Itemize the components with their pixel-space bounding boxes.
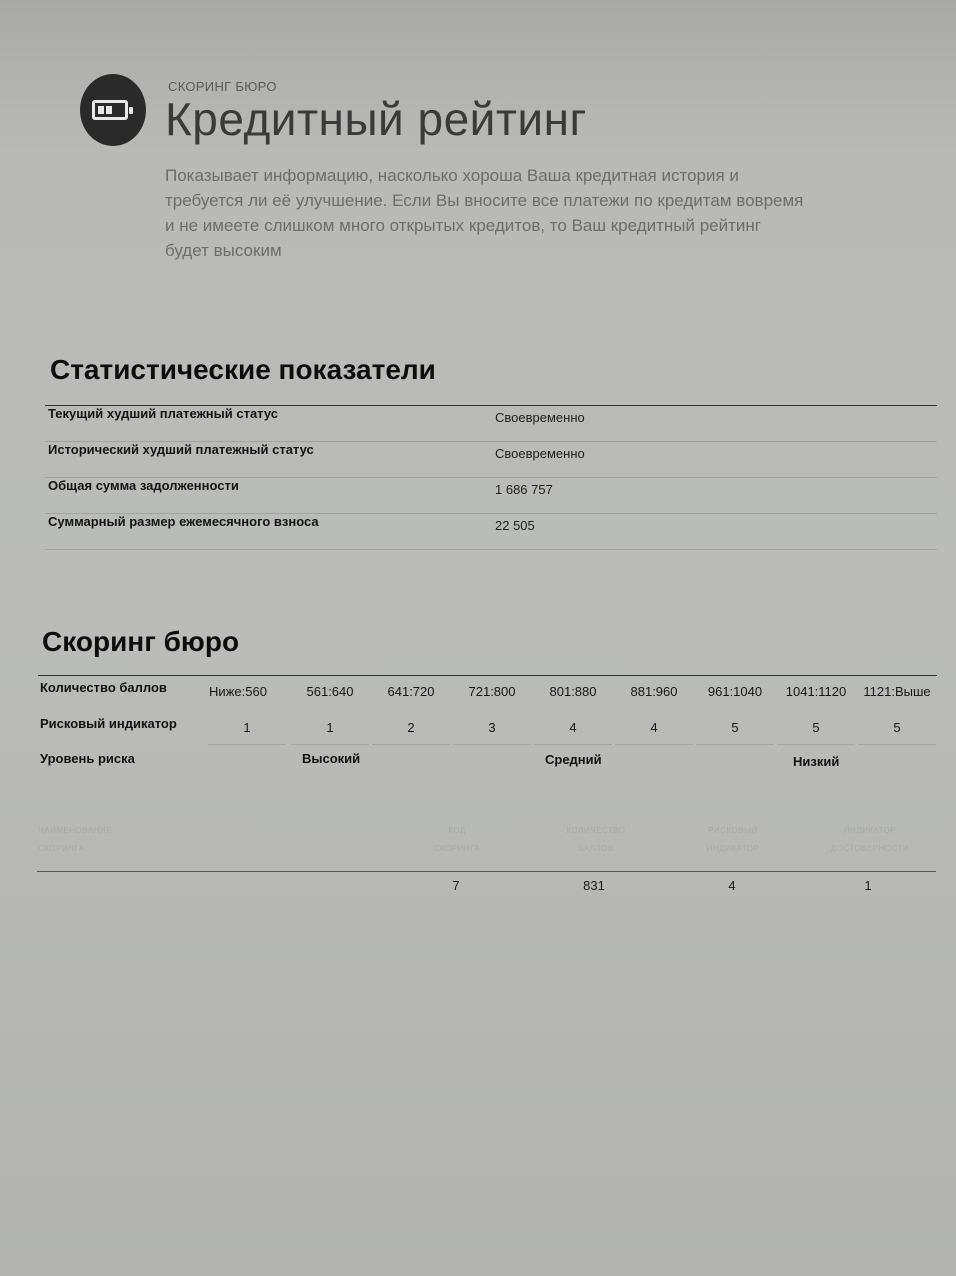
indicator-cell: 4 xyxy=(534,720,612,745)
stat-value: Своевременно xyxy=(495,410,585,425)
risk-level-medium: Средний xyxy=(545,752,602,767)
stat-row xyxy=(45,478,937,514)
risk-indicator-label: Рисковый индикатор xyxy=(40,716,177,731)
stat-label: Исторический худший платежный статус xyxy=(48,442,314,457)
range-cell: Ниже:560 xyxy=(209,684,267,699)
risk-level-low: Низкий xyxy=(793,754,840,769)
stat-label: Суммарный размер ежемесячного взноса xyxy=(48,514,319,529)
indicator-cell: 3 xyxy=(453,720,531,745)
range-cell: 881:960 xyxy=(630,684,678,699)
indicator-cell: 1 xyxy=(208,720,286,745)
stat-row xyxy=(45,442,937,478)
result-header-points: КОЛИЧЕСТВО БАЛЛОВ xyxy=(566,826,626,853)
stat-value: 22 505 xyxy=(495,518,535,533)
range-cell: 1041:1120 xyxy=(785,684,847,699)
risk-level-label: Уровень риска xyxy=(40,751,135,766)
result-reliability-value: 1 xyxy=(864,878,872,893)
range-cell: 1121:Выше xyxy=(863,684,931,699)
points-row xyxy=(38,676,937,712)
stat-value: 1 686 757 xyxy=(495,482,553,497)
range-cell: 721:800 xyxy=(468,684,516,699)
page-title: Кредитный рейтинг xyxy=(165,93,587,145)
indicator-cell: 5 xyxy=(777,720,855,745)
stat-label: Текущий худший платежный статус xyxy=(48,406,278,421)
battery-icon xyxy=(80,74,146,146)
risk-indicator-row xyxy=(38,712,937,748)
result-header-risk: РИСКОВЫЙ ИНДИКАТОР xyxy=(706,826,760,853)
indicator-cell: 1 xyxy=(291,720,369,745)
range-cell: 961:1040 xyxy=(707,684,763,699)
bureau-overline: СКОРИНГ БЮРО xyxy=(168,79,277,94)
indicator-cell: 5 xyxy=(696,720,774,745)
stat-row xyxy=(45,514,937,550)
stat-value: Своевременно xyxy=(495,446,585,461)
score-table xyxy=(38,675,937,748)
score-title: Скоринг бюро xyxy=(42,626,240,657)
risk-level-high: Высокий xyxy=(302,751,361,766)
range-cell: 641:720 xyxy=(387,684,435,699)
page-description: Показывает информацию, насколько хороша Ваша кредитная история и требуется ли её улучшение. Если Вы вносите все платежи по кредитам вовремя и не имеете слишком много открытых кредитов, то Ваш кредитный рейтинг будет высоким xyxy=(165,166,804,260)
stat-row xyxy=(45,406,937,442)
result-points-value: 831 xyxy=(583,878,605,893)
range-cell: 801:880 xyxy=(549,684,597,699)
stats-title: Статистические показатели xyxy=(50,354,436,385)
range-cell: 561:640 xyxy=(306,684,354,699)
indicator-cell: 5 xyxy=(858,720,936,745)
result-header-name: НАИМЕНОВАНИЕ СКОРИНГА xyxy=(38,826,113,853)
indicator-cell: 4 xyxy=(615,720,693,745)
result-risk-value: 4 xyxy=(728,878,736,893)
stat-label: Общая сумма задолженности xyxy=(48,478,239,493)
result-code-value: 7 xyxy=(452,878,460,893)
result-header-code: КОД СКОРИНГА xyxy=(433,826,481,853)
result-divider xyxy=(37,871,936,872)
indicator-cell: 2 xyxy=(372,720,450,745)
result-header-reliability: ИНДИКАТОР ДОСТОВЕРНОСТИ xyxy=(830,826,910,853)
stats-table xyxy=(45,405,937,550)
points-label: Количество баллов xyxy=(40,680,167,695)
